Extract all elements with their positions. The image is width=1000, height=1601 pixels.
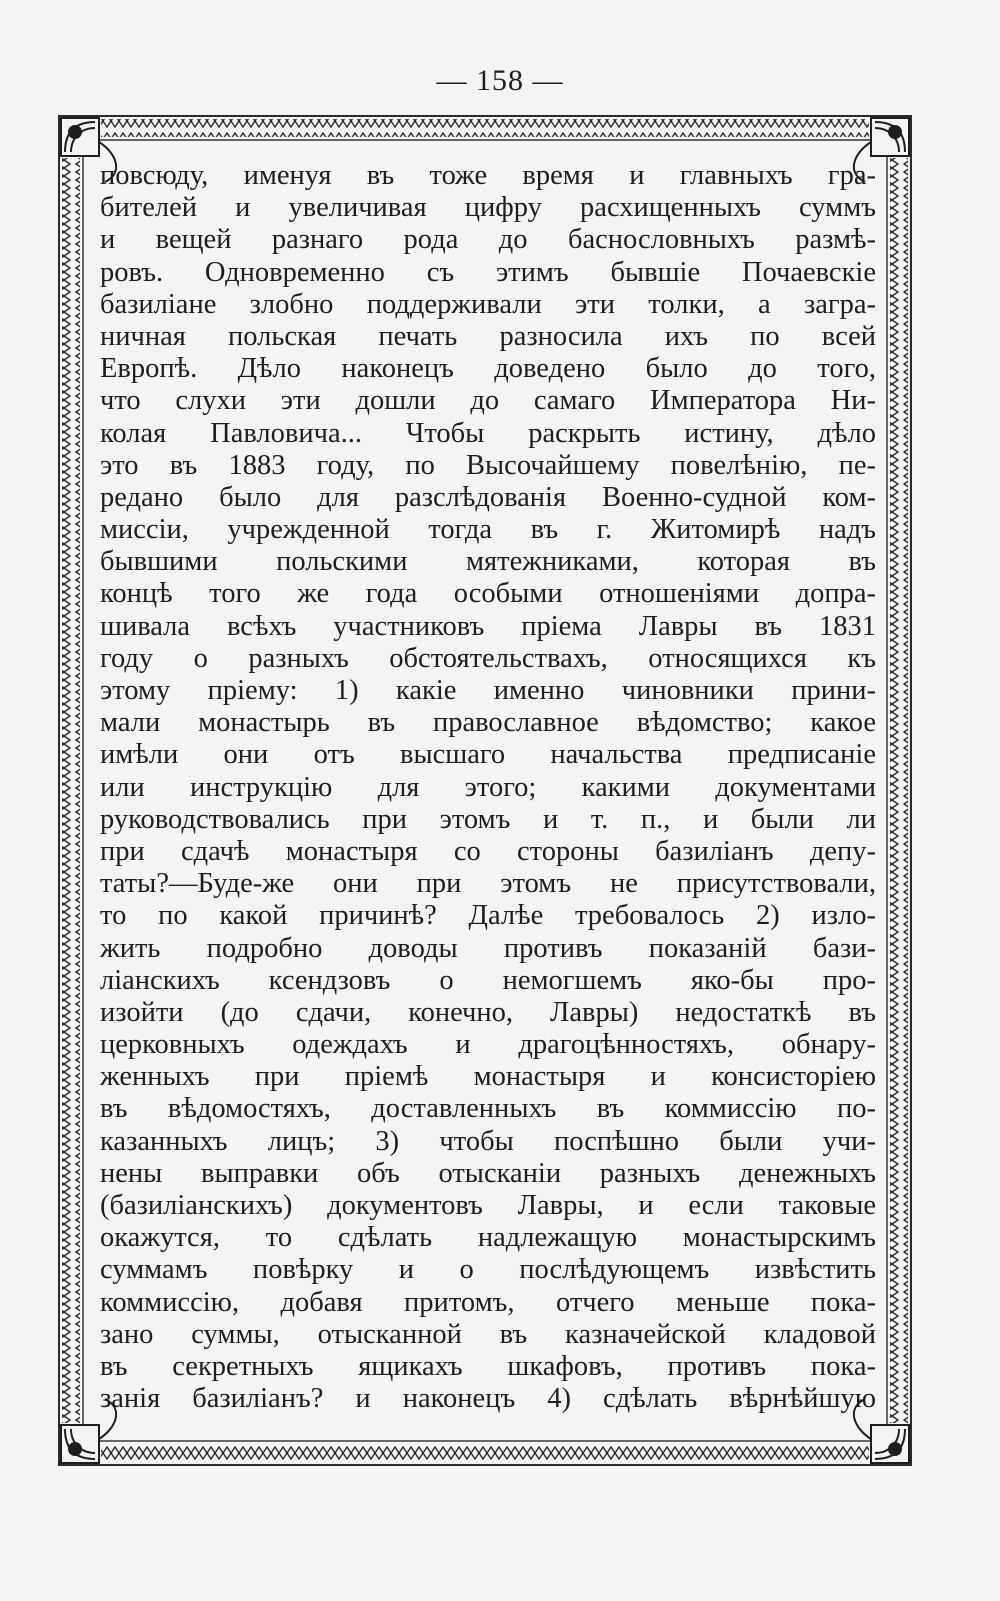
text-line: то по какой причинѣ? Далѣе требовалось 2) изло- [100, 900, 876, 932]
text-line: базиліане злобно поддерживали эти толки, а загра- [100, 288, 876, 320]
text-line: и вещей разнаго рода до баснословныхъ размѣ- [100, 224, 876, 256]
text-line: миссіи, учрежденной тогда въ г. Житомирѣ надъ [100, 514, 876, 546]
text-line: въ вѣдомостяхъ, доставленныхъ въ коммиссію по- [100, 1093, 876, 1125]
text-line: бителей и увеличивая цифру расхищенныхъ суммъ [100, 192, 876, 224]
text-line: мали монастырь въ православное вѣдомство; какое [100, 707, 876, 739]
text-line: что слухи эти дошли до самаго Императора Ни- [100, 385, 876, 417]
text-line: ліанскихъ ксендзовъ о немогшемъ яко-бы про- [100, 964, 876, 996]
text-line: это въ 1883 году, по Высочайшему повелѣнію, пе- [100, 449, 876, 481]
text-line: этому пріему: 1) какіе именно чиновники прини- [100, 675, 876, 706]
text-line: въ секретныхъ ящикахъ шкафовъ, противъ пока- [100, 1350, 876, 1382]
text-line: изойти (до сдачи, конечно, Лавры) недостаткѣ въ [100, 996, 876, 1028]
text-line: зано суммы, отысканной въ казначейской кладовой [100, 1318, 876, 1350]
body-text [100, 160, 876, 1415]
text-line: нены выправки объ отысканіи разныхъ денежныхъ [100, 1157, 876, 1189]
text-line: редано было для разслѣдованія Военно-судной ком- [100, 481, 876, 513]
text-line: ничная польская печать разносила ихъ по всей [100, 320, 876, 352]
text-line: бывшими польскими мятежниками, которая въ [100, 546, 876, 578]
text-line: жить подробно доводы противъ показаній бази- [100, 932, 876, 964]
text-line: году о разныхъ обстоятельствахъ, относящихся къ [100, 642, 876, 674]
text-line: или инструкцію для этого; какими документами [100, 771, 876, 803]
text-line: повсюду, именуя въ тоже время и главныхъ гра- [100, 160, 876, 191]
text-line: казанныхъ лицъ; 3) чтобы поспѣшно были учи- [100, 1125, 876, 1157]
text-line: коммиссію, добавя притомъ, отчего меньше пока- [100, 1286, 876, 1318]
page-number: — 158 — [436, 64, 564, 97]
text-line: при сдачѣ монастыря со стороны базиліанъ депу- [100, 835, 876, 867]
text-line: шивала всѣхъ участниковъ пріема Лавры въ 1831 [100, 610, 876, 642]
text-line: церковныхъ одеждахъ и драгоцѣнностяхъ, обнару- [100, 1029, 876, 1061]
text-line: занія базиліанъ? и наконецъ 4) сдѣлать вѣрнѣйшую [100, 1383, 876, 1415]
text-line: колая Павловича... Чтобы раскрыть истину, дѣло [100, 417, 876, 449]
text-line: (базиліанскихъ) документовъ Лавры, и если таковые [100, 1190, 876, 1221]
text-line: женныхъ при пріемѣ монастыря и консисторіею [100, 1061, 876, 1093]
text-line: таты?—Буде-же они при этомъ не присутствовали, [100, 868, 876, 900]
text-line: руководствовались при этомъ и т. п., и были ли [100, 803, 876, 835]
text-line: ровъ. Одновременно съ этимъ бывшіе Почаевскіе [100, 256, 876, 288]
text-line: Европѣ. Дѣло наконецъ доведено было до того, [100, 353, 876, 385]
text-line: имѣли они отъ высшаго начальства предписаніе [100, 739, 876, 771]
text-line: суммамъ повѣрку и о послѣдующемъ извѣстить [100, 1254, 876, 1286]
text-line: концѣ того же года особыми отношеніями допра- [100, 578, 876, 610]
text-line: окажутся, то сдѣлать надлежащую монастырскимъ [100, 1222, 876, 1254]
